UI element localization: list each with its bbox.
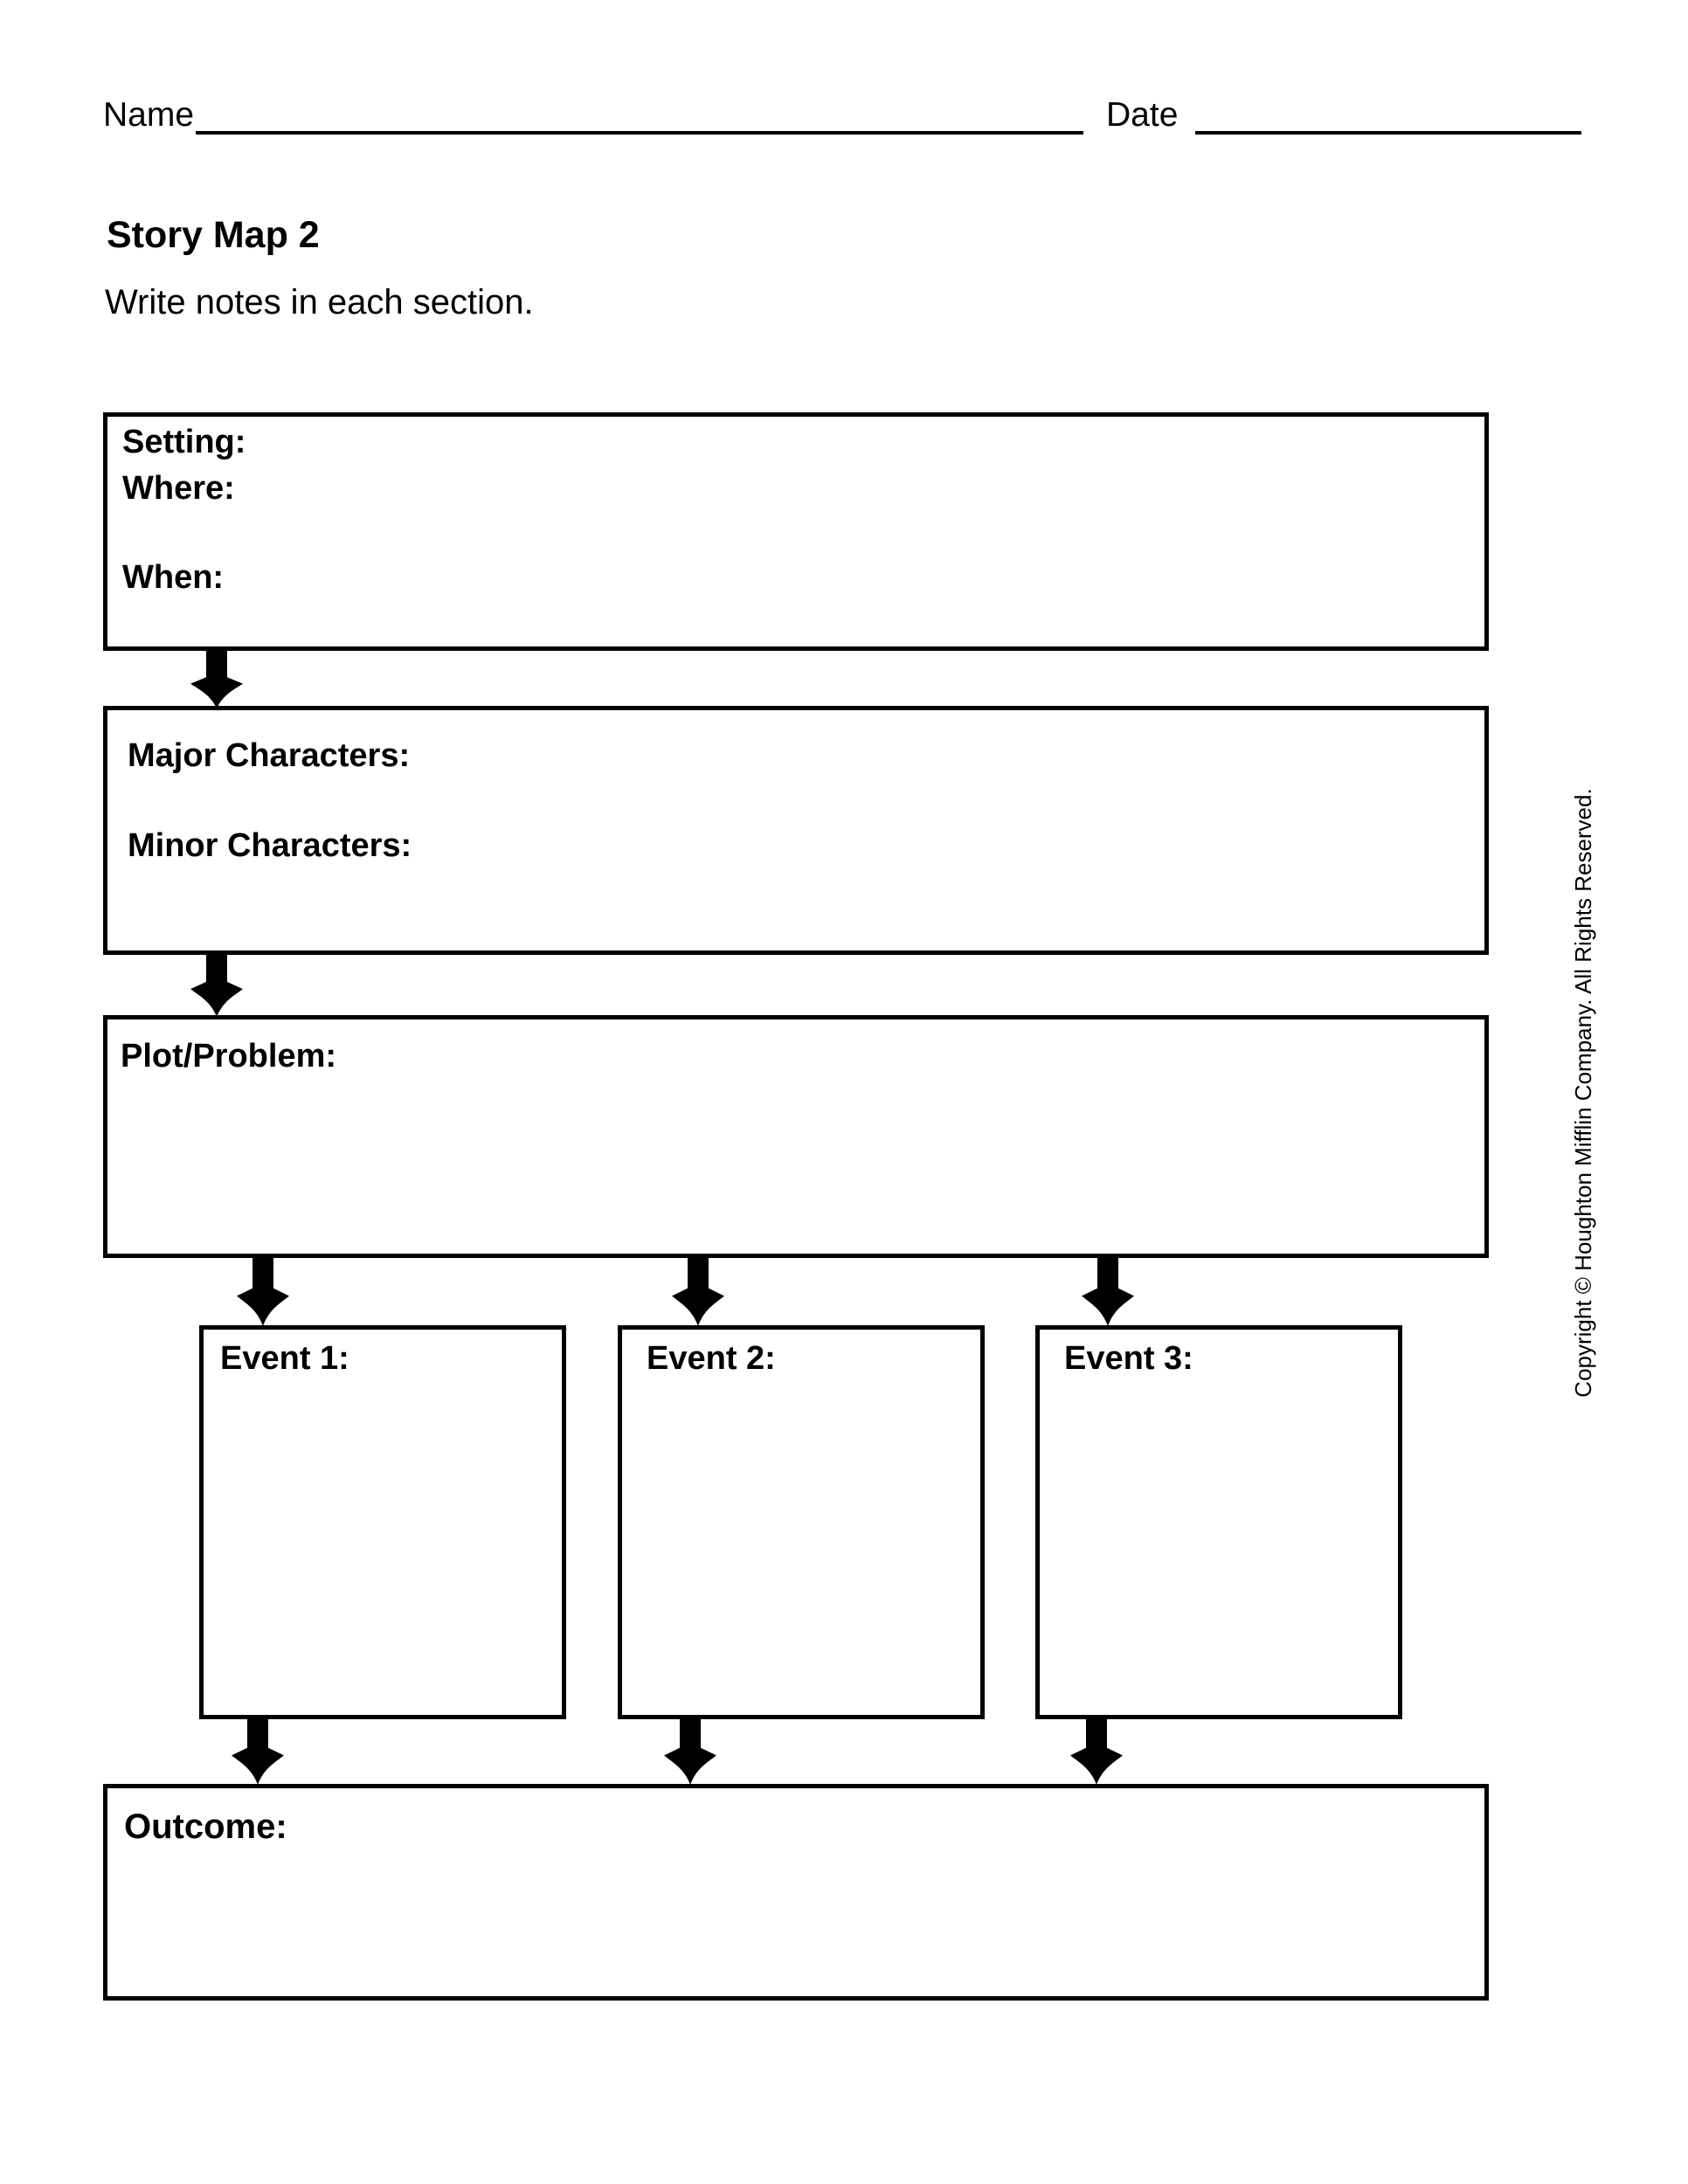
date-underline — [1195, 98, 1581, 135]
down-arrow-icon — [663, 1716, 717, 1786]
event-1-box — [199, 1325, 566, 1719]
minor-characters-label: Minor Characters: — [128, 827, 412, 864]
down-arrow-icon — [236, 1255, 290, 1327]
major-characters-label: Major Characters: — [128, 737, 411, 774]
down-arrow-icon — [231, 1716, 285, 1786]
event-2-label: Event 2: — [647, 1340, 776, 1377]
down-arrow-icon — [671, 1255, 725, 1327]
page-title: Story Map 2 — [107, 214, 320, 256]
plot-problem-label: Plot/Problem: — [121, 1038, 337, 1075]
event-2-box — [618, 1325, 985, 1719]
setting-box — [103, 412, 1489, 651]
copyright-text: Copyright © Houghton Mifflin Company. All Rights Reserved. — [1570, 788, 1596, 1398]
instructions-text: Write notes in each section. — [105, 283, 534, 321]
setting-label: Setting: — [122, 424, 246, 460]
date-label: Date — [1106, 96, 1179, 134]
down-arrow-icon — [190, 650, 244, 709]
where-label: Where: — [122, 470, 235, 507]
event-1-label: Event 1: — [220, 1340, 349, 1377]
name-label: Name — [103, 96, 195, 134]
when-label: When: — [122, 559, 225, 596]
outcome-label: Outcome: — [124, 1807, 287, 1846]
outcome-box — [103, 1784, 1489, 2001]
event-3-label: Event 3: — [1064, 1340, 1193, 1377]
event-3-box — [1035, 1325, 1402, 1719]
down-arrow-icon — [1081, 1255, 1135, 1327]
down-arrow-icon — [1069, 1716, 1124, 1786]
name-underline — [196, 98, 1083, 135]
down-arrow-icon — [190, 951, 244, 1018]
